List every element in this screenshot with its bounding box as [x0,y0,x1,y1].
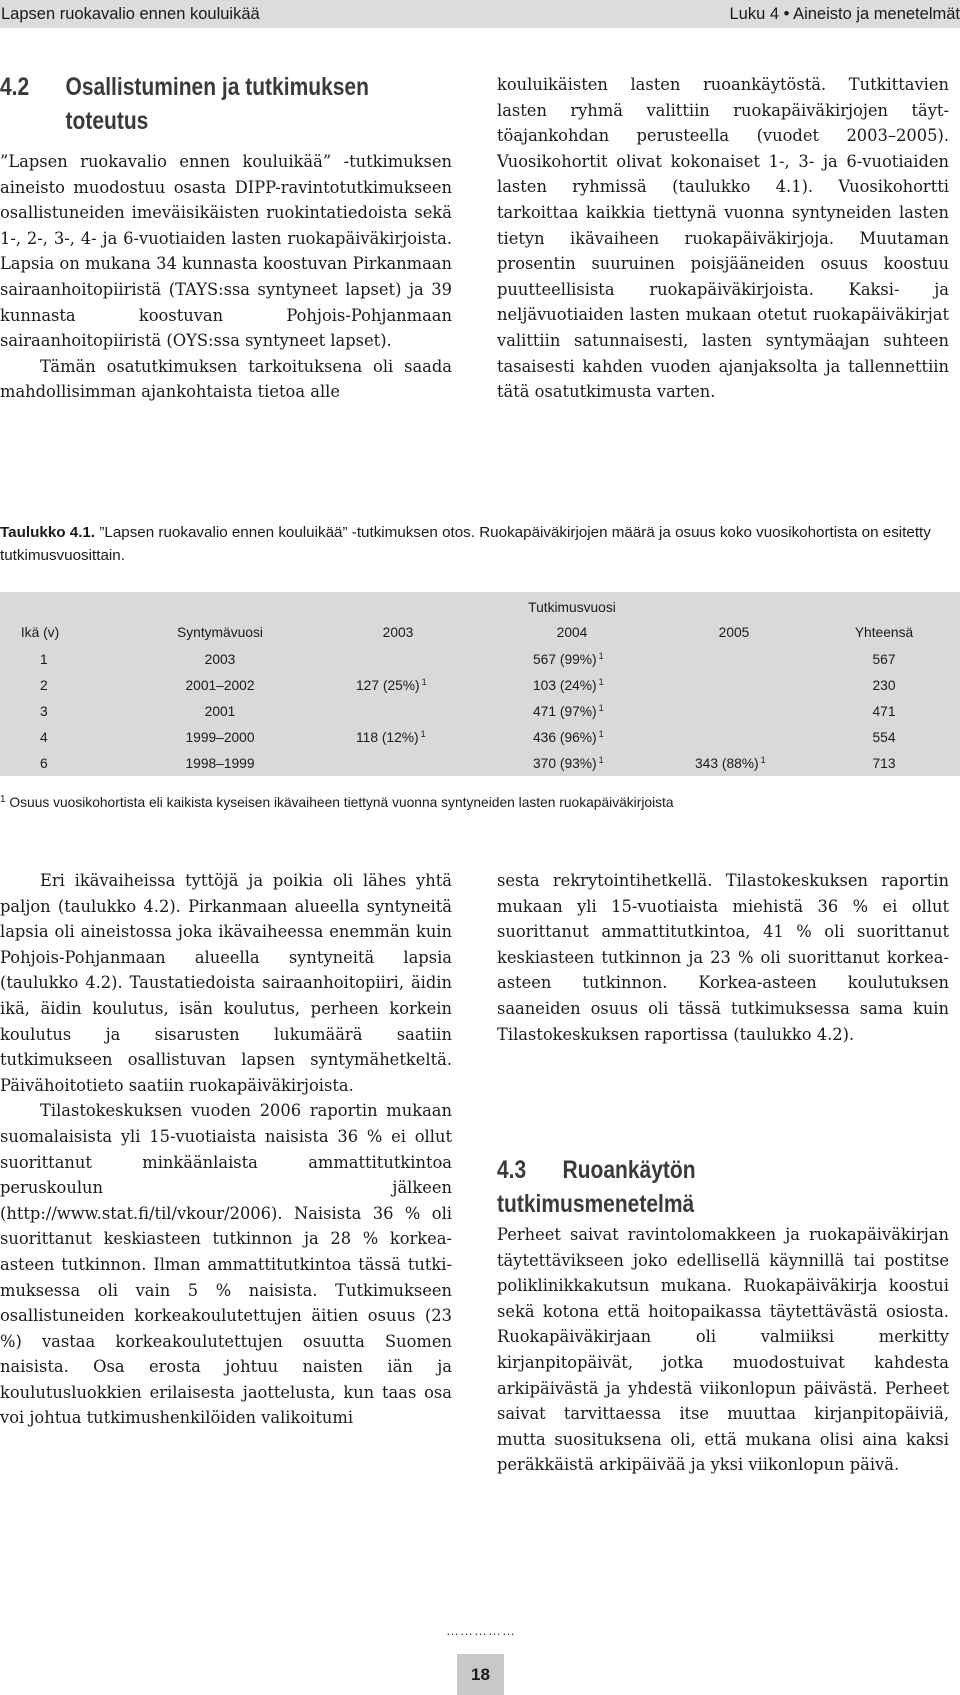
page-footer-dots: …………… [446,1623,516,1638]
table-cell: 1999–2000 [185,730,255,745]
paragraph: ”Lapsen ruokavalio ennen kouluikää” -tutkimuksen aineisto muodostuu osasta DIPP-ravintotutkimukseen osallistuneiden imeväisikäisten ruokintatiedoista sekä 1-, 2-, 3-, 4- ja 6-vuotiaiden lasten ruokapäiväkirjoista. Lapsia on mukana 34 kunnasta koostuvan Pirkanmaan sairaanhoitopiiristä (TAYS:ssa syntyneet lapset) ja 39 kunnasta koostuvan Pohjois-Pohjanmaan sairaanhoitopiiristä (OYS:ssa syntyneet lapset). [0,152,452,351]
table-cell: 2001–2002 [185,678,255,693]
table-header: 2004 [556,625,588,640]
footnote-text: Osuus vuosikohortista eli kaikista kyseisen ikävaiheen tiettynä vuonna syntyneiden lasten ruokapäiväkirjoista [5,795,674,810]
paragraph: kouluikäisten lasten ruoankäytöstä. Tutkittavien lasten ryhmä valittiin ruokapäiväkirjojen täyttöajankohdan perusteella (vuodet 2003–2005). Vuosikohortit olivat kokonaiset 1-, 3- ja 6-vuotiaiden lasten ryhmissä (taulukko 4.1). Vuosikohortti tarkoittaa kaikkia tiettynä vuonna syntyneiden lasten tietyn ikävaiheen ruokapäiväkirjoja. Muutaman prosentin suuruinen poisjääneiden osuus koostuu puutteellisista ruokapäiväkirjoista. Kaksi- ja neljävuotiaiden lasten mukaan otetut ruokapäiväkirjat valittiin satunnaisesti, lasten syntymäajan suhteen tasaisesti kahden vuoden ajanjaksolta ja tallennettiin tätä osatutkimusta varten. [497,75,949,402]
table-header: 2005 [718,625,750,640]
table-cell: 1998–1999 [185,756,255,771]
left-column-bottom [0,868,452,1431]
right-column-bottom [497,868,949,1047]
table-cell: 103 (24%) $^1$ [533,677,604,693]
table-header: 2003 [382,625,414,640]
section-title: Ruoankäytön tutkimusmenetelmä [497,1156,696,1218]
paragraph: Tämän osatutkimuksen tarkoituksena oli saada mahdollisimman ajankohtaista tietoa alle [0,356,452,402]
table-cell: 370 (93%) $^1$ [533,755,604,771]
right-column-4-3 [497,1222,949,1478]
section-4-2-heading [0,70,369,138]
footnote-mark: 1 [0,794,6,805]
data-table [0,592,960,776]
section-title-line2: toteutus [65,107,149,135]
paragraph: Tilastokeskuksen vuoden 2006 raportin mukaan suomalaisista yli 15-vuotiaista naisista 36 % ei ollut suorittanut minkäänlaista ammattitutkintoa peruskoulun jälkeen (http://www.stat.fi/til/vkour/2006). Naisista 36 % oli suorittanut keskiasteen tutkinnon ja 28 % korkea-asteen tutkinnon. Ilman ammattitutkintoa tässä tutkimuksessa oli vain 5 % naisista. Tutkimukseen osallistuneiden korkeakoulutettujen äitien osuus (23 %) vastaa korkeakoulutettujen osuutta Suomen naisista. Osa erosta johtuu naisten iän ja koulutusluokkien erilaisesta jaottelusta, kun taas osa voi johtua tutkimushenkilöiden valikoitumi [0,1101,452,1428]
running-header [0,0,960,28]
page-number: 18 [457,1654,504,1695]
section-number: 4.2 [0,73,30,101]
table-cell: 567 [872,652,896,667]
table-caption-text: ”Lapsen ruokavalio ennen kouluikää” -tutkimuksen otos. Ruokapäiväkirjojen määrä ja osuus koko vuosikohortista on esitetty tutkimusvuosittain. [0,524,931,564]
table-cell: 436 (96%) $^1$ [533,729,604,745]
header-left: Lapsen ruokavalio ennen kouluikää [1,5,260,23]
table-cell: 118 (12%) $^1$ [356,729,426,745]
table-cell: 713 [872,756,896,771]
table-cell: 567 (99%) $^1$ [533,651,604,667]
table-cell: 471 [872,704,896,719]
table-cell: 230 [872,678,896,693]
section-number: 4.3 [497,1156,527,1184]
paragraph: Perheet saivat ravintolomakkeen ja ruokapäiväkirjan täytettävikseen joko edellisellä käynnillä tai postitse poliklinikkakutsun mukana. Ruokapäiväkirja koostui sekä kotona että hoitopaikassa täytettävästä osiosta. Ruokapäiväkirjaan oli valmiiksi merkitty kirjanpitopäivät, jotka muodostuivat kahdesta arkipäivästä ja yhdestä viikonlopun päivästä. Perheet saivat tarvittaessa itse muuttaa kirjanpitopäiviä, mutta suosituksena oli, että mukana olisi aina kaksi peräkkäistä arkipäivää ja yksi viikonlopun päivä. [497,1225,949,1475]
section-title-line1: Osallistuminen ja tutkimuksen [65,73,369,101]
table-cell: 2001 [204,704,236,719]
table-cell: 343 (88%) $^1$ [695,755,766,771]
table-cell: 3 [40,704,48,719]
table-cell: 2003 [204,652,236,667]
table-cell: 6 [40,756,48,771]
section-4-3-heading [497,1153,886,1221]
table-cell: 1 [40,652,48,667]
paragraph: sesta rekrytointihetkellä. Tilastokeskuksen raportin mukaan yli 15-vuotiaista miehistä 36 % ei ollut suorittanut ammattitutkintoa, 41 % oli suorittanut keskiasteen tutkinnon ja 23 % oli suorittanut korkea-asteen tutkinnon. Korkea-asteen koulutuksen saaneiden osuus oli tässä tutkimuksessa sama kuin Tilastokeskuksen raportissa (taulukko 4.2). [497,871,949,1044]
table-cell: 127 (25%) $^1$ [356,677,427,693]
table-cell: 471 (97%) $^1$ [533,703,604,719]
paragraph: Eri ikävaiheissa tyttöjä ja poikia oli lähes yhtä paljon (taulukko 4.2). Pirkanmaan alueella syntyneitä lapsia oli aineistossa joka ikävaiheessa enemmän kuin Pohjois-Pohjanmaan alueella syntyneitä lapsia (taulukko 4.2). Taustatiedoista sairaanhoitopiiri, äidin ikä, äidin koulutus, isän koulutus, perheen korkein koulutus ja sisarusten lukumäärä saatiin tutkimukseen osallistuvan lapsen syntymähetkeltä. Päivähoitotieto saatiin ruokapäiväkirjoista. [0,871,452,1095]
table-cell: 2 [40,678,48,693]
table-cell: 554 [872,730,896,745]
table-cell: 4 [40,730,48,745]
right-column-top [497,72,949,405]
table-header: Ikä (v) [20,625,60,640]
left-column-top [0,149,452,405]
table-caption-label: Taulukko 4.1. [0,524,96,541]
table-group-header: Tutkimusvuosi [528,600,616,615]
table-header: Syntymävuosi [177,625,263,640]
header-right: Luku 4 • Aineisto ja menetelmät [729,5,960,23]
table-caption [0,521,950,567]
table-header: Yhteensä [854,625,914,640]
table-footnote [0,795,674,810]
